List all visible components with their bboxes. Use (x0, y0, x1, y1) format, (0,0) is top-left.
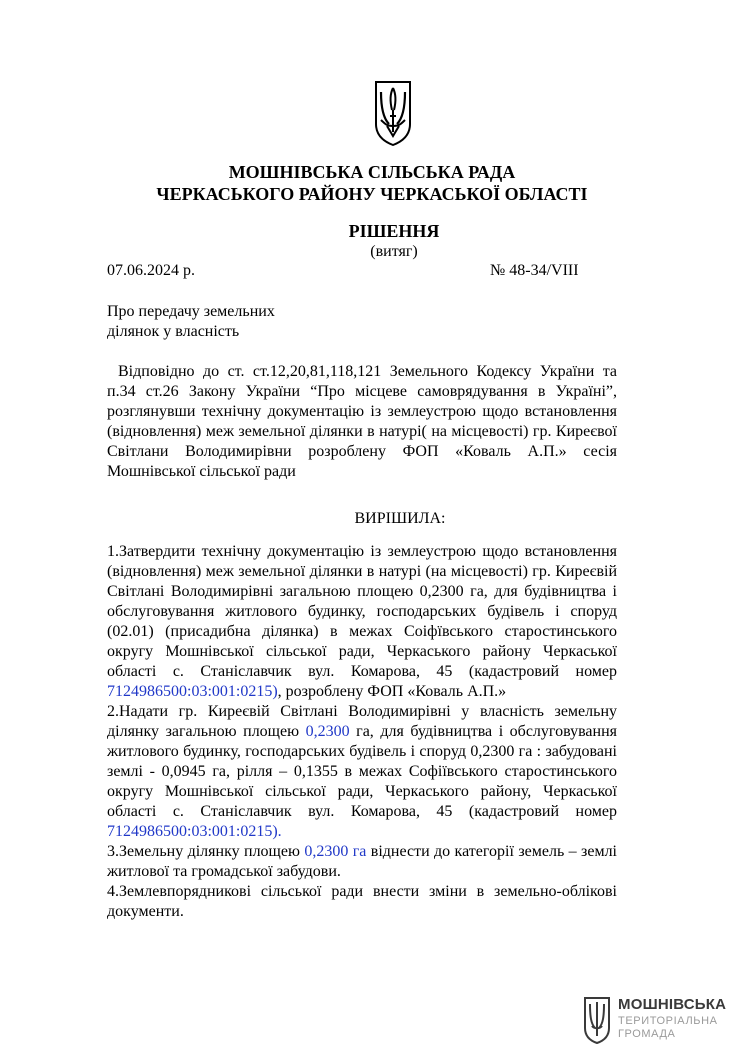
subject-block (107, 302, 347, 342)
coat-of-arms-trident-icon (373, 80, 413, 146)
item-2-text: 2.Надати гр. Киреєвій Світлані Володимирівні у власність земельну ділянку загальною площею (107, 703, 617, 740)
community-logo (582, 996, 732, 1048)
item-2-cadastral-number: 7124986500:03:001:0215). (107, 823, 282, 840)
item-4: 4.Землевпорядникові сільської ради внести зміни в земельно-облікові документи. (107, 883, 617, 920)
logo-subtitle-1: ТЕРИТОРІАЛЬНА (618, 1015, 718, 1027)
resolved-heading: ВИРІШИЛА: (354, 510, 446, 527)
item-3-text: 3.Земельну ділянку площею (107, 843, 305, 860)
decision-number: № 48-34/VIII (490, 262, 579, 279)
item-2-area: 0,2300 (305, 723, 350, 740)
intro-paragraph: Відповідно до ст. ст.12,20,81,118,121 Земельного Кодексу України та п.34 ст.26 Закону України “Про місцеве самоврядування в Україні”, розглянувши технічну документацію із землеустрою щодо встановлення (відновлення) меж земельної ділянки в натурі( на місцевості) гр. Киреєвої Світлани Володимирівни розроблену ФОП «Коваль А.П.» сесія Мошнівської сільської ради (107, 363, 617, 480)
item-3 (107, 842, 617, 882)
decision-title: РІШЕННЯ (348, 221, 440, 241)
council-name: МОШНІВСЬКА СІЛЬСЬКА РАДА (228, 162, 516, 182)
item-3-text-end: віднести до категорії земель – землі житлової та громадської забудови. (107, 843, 617, 880)
item-1-text: 1.Затвердити технічну документацію із землеустрою щодо встановлення (відновлення) меж земельної ділянки в натурі (на місцевості) гр. Киреєвій Світлані Володимирівні загальною площею 0,2300 га, для будівництва і обслуговування житлового будинку, господарських будівель і споруд (02.01) (присадибна ділянка) в межах Соіфївського старостинського округу Мошнівської сільської ради, Черкаського району Черкаської області с. Станіславчик вул. Комарова, 45 (кадастровий номер (107, 543, 617, 680)
item-1-cadastral-number: 7124986500:03:001:0215) (107, 683, 278, 700)
subject-line-1: Про передачу земельних (107, 303, 275, 320)
logo-subtitle-2: ГРОМАДА (618, 1028, 676, 1040)
trident-logo-icon (582, 996, 612, 1044)
item-1 (107, 542, 617, 702)
item-3-area: 0,2300 га (304, 843, 367, 860)
logo-name: МОШНІВСЬКА (618, 996, 727, 1013)
item-1-text-end: , розроблену ФОП «Коваль А.П.» (277, 683, 507, 700)
subject-line-2: ділянок у власність (107, 323, 240, 340)
decision-subtitle: (витяг) (370, 243, 418, 260)
decision-items (107, 542, 617, 922)
item-2-text-mid: га, для будівництва і обслуговування житлового будинку, господарських будівель і споруд 0,2300 га : забудовані землі - 0,0945 га, рілля – 0,1355 в межах Софіївського старостинського округу Мошнівської сільської ради, Черкаського району, Черкаської області с. Станіславчик вул. Комарова, 45 (кадастровий номер (107, 723, 618, 820)
council-district: ЧЕРКАСЬКОГО РАЙОНУ ЧЕРКАСЬКОЇ ОБЛАСТІ (156, 184, 588, 204)
item-2 (107, 702, 617, 842)
decision-date: 07.06.2024 р. (107, 262, 195, 279)
